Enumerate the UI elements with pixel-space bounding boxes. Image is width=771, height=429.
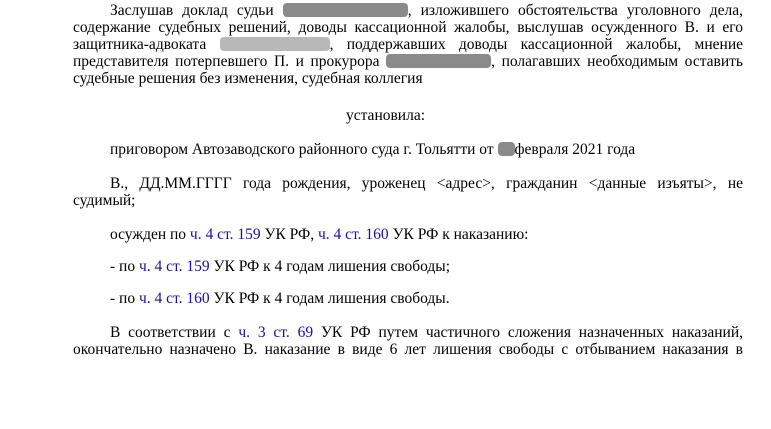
text-line: , полагавших необходимым оставить	[491, 53, 743, 70]
redacted-prosecutor-name	[386, 54, 491, 68]
text-line: февраля 2021 года	[514, 141, 636, 158]
text-report-cont: , изложившего обстоятельства уголовного дела,	[407, 2, 744, 19]
text-line: УК РФ к наказанию:	[392, 226, 529, 243]
paragraph-sentence-159	[110, 258, 771, 275]
paragraph-final-sentence-line-1	[110, 324, 743, 341]
text-line: - по	[110, 258, 136, 275]
text-line: УК РФ к 4 годам лишения свободы;	[213, 258, 451, 275]
text-line: осужден по	[110, 226, 187, 243]
text-line: УК РФ путем частичного сложения назначенных наказаний,	[320, 324, 744, 341]
section-heading: установила:	[345, 107, 426, 124]
paragraph-report-line-2	[73, 19, 743, 36]
text-line: судебные решения без изменения, судебная коллегия	[73, 70, 423, 87]
text-line: УК РФ к 4 годам лишения свободы.	[213, 290, 450, 307]
paragraph-report-line-1	[110, 2, 743, 19]
paragraph-final-sentence-line-2	[73, 341, 743, 358]
redacted-lawyer-name	[220, 37, 330, 51]
text-line: представителя потерпевшего П. и прокурора	[73, 53, 380, 70]
paragraph-report-line-3	[73, 36, 743, 53]
law-link-69[interactable]: ч. 3 ст. 69	[238, 324, 314, 341]
law-link-160[interactable]: ч. 4 ст. 160	[318, 226, 389, 243]
text-report-start: Заслушав доклад судьи	[110, 2, 274, 19]
text-line: В., ДД.ММ.ГГГГ года рождения, уроженец <адрес>, гражданин <данные изъяты>, не	[110, 175, 743, 192]
text-line: защитника-адвоката	[73, 36, 207, 53]
paragraph-defendant-line-1	[110, 175, 743, 192]
paragraph-verdict	[110, 141, 771, 158]
redacted-judge-name	[283, 3, 408, 17]
text-line: содержание судебных решений, доводы кассационной жалобы, выслушав осужденного В. и его	[73, 19, 743, 36]
paragraph-report-line-4	[73, 53, 743, 70]
paragraph-report-line-5	[73, 70, 743, 87]
text-line: - по	[110, 290, 136, 307]
text-line: В соответствии с	[110, 324, 231, 341]
law-link-159[interactable]: ч. 4 ст. 159	[138, 258, 210, 275]
law-link-159[interactable]: ч. 4 ст. 159	[189, 226, 261, 243]
text-line: приговором Автозаводского районного суда г. Тольятти от	[110, 141, 494, 158]
text-line: окончательно назначено В. наказание в виде 6 лет лишения свободы с отбыванием наказания в	[73, 341, 743, 358]
text-line: судимый;	[73, 192, 136, 209]
redacted-day	[498, 142, 515, 156]
paragraph-sentence-160	[110, 290, 771, 307]
law-link-160[interactable]: ч. 4 ст. 160	[138, 290, 210, 307]
paragraph-convicted	[110, 226, 771, 243]
text-line: , поддержавших доводы кассационной жалобы, мнение	[329, 36, 743, 53]
paragraph-defendant-line-2	[73, 192, 743, 209]
text-line: УК РФ,	[264, 226, 315, 243]
